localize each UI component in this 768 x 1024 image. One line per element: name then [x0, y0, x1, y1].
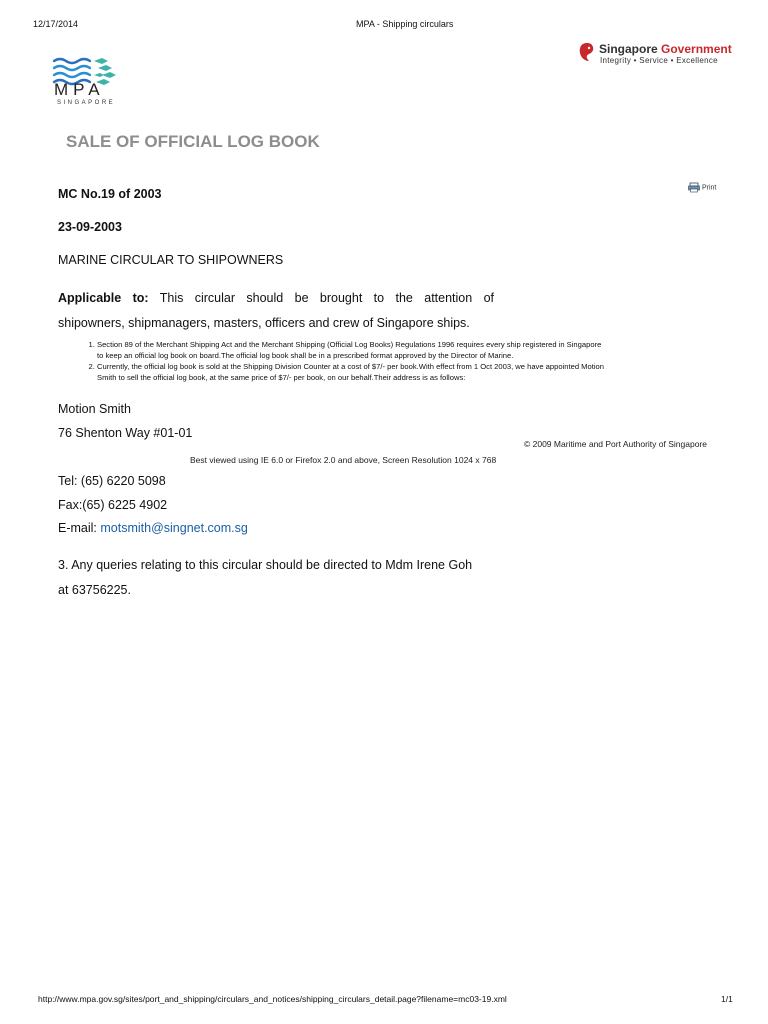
list-item: [97, 339, 717, 361]
footer-url: http://www.mpa.gov.sg/sites/port_and_shipping/circulars_and_notices/shipping_circulars_detail.page?filename=mc03-19.xml: [38, 994, 507, 1004]
list-item-line: Section 89 of the Merchant Shipping Act and the Merchant Shipping (Official Log Books) Regulations 1996 requires every ship registered in Singapore: [97, 340, 602, 349]
queries-line1: 3. Any queries relating to this circular should be directed to Mdm Irene Goh: [58, 558, 473, 572]
page-title: SALE OF OFFICIAL LOG BOOK: [66, 132, 320, 151]
printer-icon: [688, 183, 700, 192]
print-button[interactable]: [688, 183, 716, 192]
contact-email: [58, 521, 248, 535]
print-page-title: MPA - Shipping circulars: [356, 19, 454, 29]
lion-head-icon: [578, 42, 596, 62]
queries-line2: at 63756225.: [58, 583, 131, 597]
list-item-line: to keep an official log book on board.The official log book shall be in a prescribed format approved by the Director of Marine.: [97, 351, 514, 360]
copyright-text: © 2009 Maritime and Port Authority of Singapore: [524, 439, 707, 449]
best-viewed-text: Best viewed using IE 6.0 or Firefox 2.0 and above, Screen Resolution 1024 x 768: [190, 455, 497, 465]
email-link[interactable]: motsmith@singnet.com.sg: [100, 521, 248, 535]
queries-paragraph: [58, 553, 472, 603]
list-item-line: Currently, the official log book is sold at the Shipping Division Counter at a cost of $7/- per book.With effect from 1 Oct 2003, we have appointed Motion: [97, 362, 604, 371]
contact-address-partial: 76 Shenton Way #01-01: [58, 426, 193, 440]
list-item: [97, 361, 717, 383]
contact-fax: Fax:(65) 6225 4902: [58, 498, 168, 512]
circular-date: 23-09-2003: [58, 220, 122, 234]
singapore-government-tagline: Integrity • Service • Excellence: [600, 56, 718, 65]
applicable-paragraph: [58, 286, 494, 336]
applicable-text-line1: This circular should be brought to the attention of: [159, 291, 495, 305]
applicable-label: Applicable to:: [58, 291, 149, 305]
mpa-logo-text: MPA: [54, 80, 105, 99]
list-item-line: Smith to sell the official log book, at the same price of $7/- per book, on our behalf.Their address is as follows:: [97, 373, 466, 382]
print-date: 12/17/2014: [33, 19, 79, 29]
points-list: [70, 339, 717, 383]
contact-name: Motion Smith: [58, 402, 131, 416]
singapore-government-logo-text: Singapore Government: [599, 42, 732, 56]
circular-number: MC No.19 of 2003: [58, 187, 162, 201]
contact-tel: Tel: (65) 6220 5098: [58, 474, 166, 488]
print-label: Print: [701, 184, 717, 192]
footer-page-number: 1/1: [721, 994, 733, 1004]
applicable-text-line2: shipowners, shipmanagers, masters, officers and crew of Singapore ships.: [58, 316, 470, 330]
mpa-logo-subtext: SINGAPORE: [57, 100, 116, 106]
email-label: E-mail:: [58, 521, 101, 535]
circular-heading: MARINE CIRCULAR TO SHIPOWNERS: [58, 253, 284, 267]
